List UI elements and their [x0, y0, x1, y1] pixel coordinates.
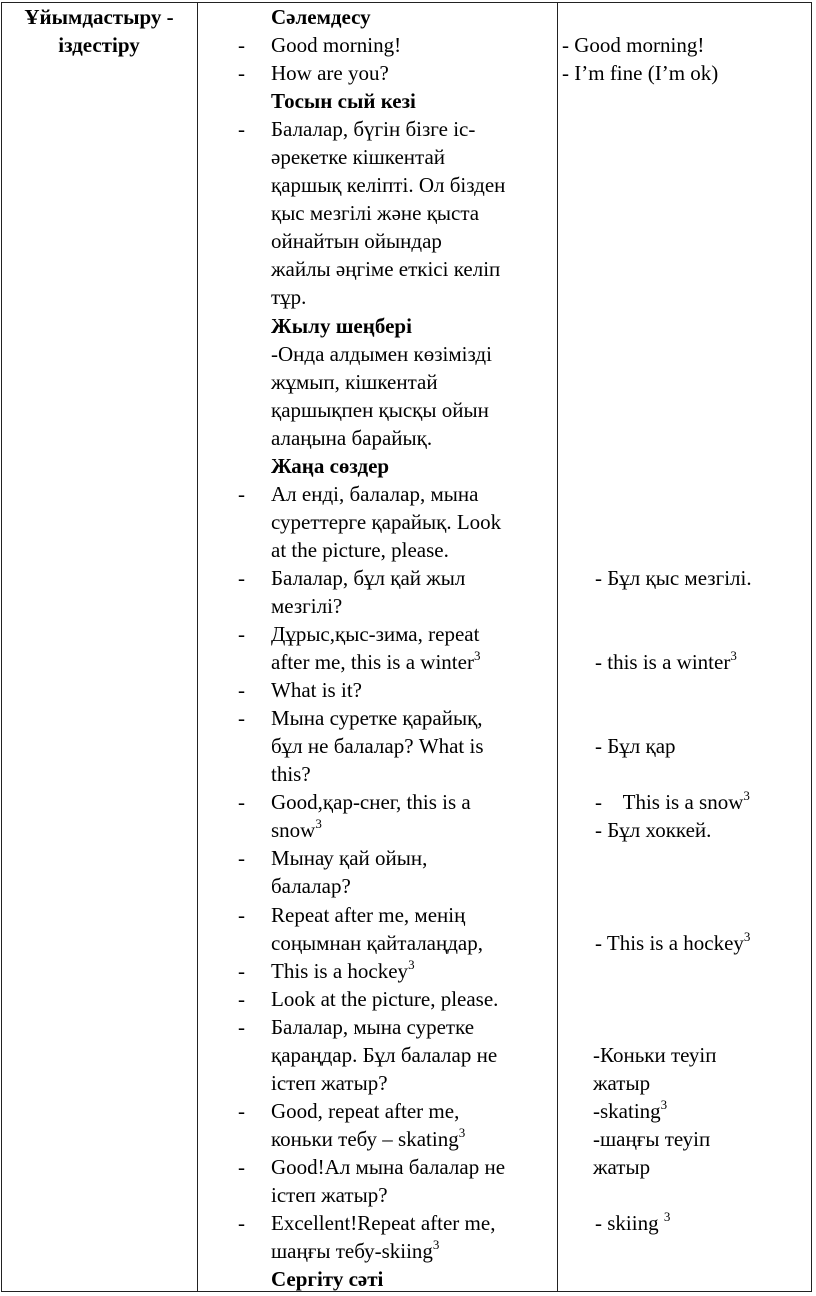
- pupil-line: [562, 732, 812, 760]
- pupil-line: [562, 1125, 812, 1153]
- column-divider: [557, 2, 558, 1292]
- teacher-text: [271, 592, 342, 620]
- teacher-line: [230, 59, 555, 87]
- line-text: соңымнан қайталаңдар,: [271, 930, 483, 955]
- line-text: Дұрыс,қыс-зима, repeat: [271, 622, 480, 647]
- column-divider: [197, 2, 198, 1292]
- pupil-line: [562, 760, 812, 788]
- pupil-line: [562, 396, 812, 424]
- teacher-line: [230, 676, 555, 704]
- superscript: 3: [663, 1209, 671, 1225]
- bullet-dash: -: [238, 1014, 245, 1039]
- section-heading: [271, 87, 416, 115]
- pupil-line: [562, 564, 812, 592]
- bullet-dash: -: [238, 1098, 245, 1123]
- teacher-line: [230, 340, 555, 368]
- pupil-line: [562, 143, 812, 171]
- line-text: жайлы әңгіме еткісі келіп: [271, 257, 501, 282]
- section-heading: [271, 1265, 383, 1293]
- teacher-text: [271, 760, 311, 788]
- line-text: Good, repeat after me,: [271, 1098, 460, 1123]
- pupil-line: [562, 648, 812, 676]
- line-text: - this is a winter: [595, 650, 731, 675]
- teacher-line: [230, 312, 555, 340]
- pupil-line: [562, 676, 812, 704]
- line-text: жатыр: [593, 1154, 651, 1179]
- teacher-activity-cell: [230, 3, 555, 1293]
- stage-title-line: іздестіру: [58, 33, 140, 58]
- teacher-line: [230, 1069, 555, 1097]
- line-text: Жылу шеңбері: [271, 313, 412, 338]
- bullet-dash: -: [238, 846, 245, 871]
- teacher-line: [230, 872, 555, 900]
- teacher-line: [230, 452, 555, 480]
- pupil-line: [562, 3, 812, 31]
- line-text: after me, this is a winter: [271, 650, 474, 675]
- teacher-text: [271, 31, 401, 59]
- line-text: жұмып, кішкентай: [271, 369, 438, 394]
- superscript: 3: [473, 648, 481, 664]
- teacher-line: [230, 564, 555, 592]
- teacher-text: [271, 648, 480, 676]
- line-text: How are you?: [271, 61, 389, 86]
- line-text: Мынау қай ойын,: [271, 846, 428, 871]
- pupil-line: [562, 368, 812, 396]
- teacher-line: [230, 255, 555, 283]
- line-text: шаңғы тебу-skiing: [271, 1239, 433, 1264]
- pupil-line: [562, 620, 812, 648]
- line-text: Балалар, мына суретке: [271, 1014, 475, 1039]
- teacher-text: [271, 115, 475, 143]
- pupil-line: [562, 59, 812, 87]
- line-text: - Бұл қар: [595, 734, 676, 759]
- teacher-line: [230, 648, 555, 676]
- superscript: 3: [315, 816, 322, 832]
- pupil-line: [562, 255, 812, 283]
- bullet-dash: -: [238, 958, 245, 983]
- teacher-text: [271, 704, 483, 732]
- line-text: Repeat after me, менің: [271, 902, 466, 927]
- teacher-line: [230, 592, 555, 620]
- line-text: әрекетке кішкентай: [271, 145, 446, 170]
- teacher-text: [271, 1209, 495, 1237]
- bullet-dash: -: [238, 61, 245, 86]
- teacher-text: [271, 480, 478, 508]
- bullet-dash: -: [238, 790, 245, 815]
- teacher-line: [230, 1181, 555, 1209]
- line-text: Look at the picture, please.: [271, 986, 499, 1011]
- pupil-line: [562, 508, 812, 536]
- line-text: -Онда алдымен көзімізді: [271, 341, 492, 366]
- teacher-text: [271, 844, 427, 872]
- line-text: - Бұл хоккей.: [595, 818, 712, 843]
- superscript: 3: [432, 1237, 440, 1253]
- line-text: Балалар, бұл қай жыл: [271, 565, 466, 590]
- line-text: қаршық келіпті. Ол бізден: [271, 173, 506, 198]
- line-text: -skating: [593, 1098, 661, 1123]
- teacher-line: [230, 985, 555, 1013]
- pupil-line: [562, 1153, 812, 1181]
- pupil-line: [562, 816, 812, 844]
- teacher-line: [230, 480, 555, 508]
- teacher-text: [271, 788, 471, 816]
- superscript: 3: [730, 648, 737, 664]
- line-text: What is it?: [271, 678, 362, 703]
- line-text: Тосын сый кезі: [271, 89, 416, 114]
- teacher-text: [271, 508, 501, 536]
- bullet-dash: -: [238, 1211, 245, 1236]
- line-text: - This is a hockey: [595, 930, 744, 955]
- teacher-line: [230, 368, 555, 396]
- superscript: 3: [660, 1096, 668, 1112]
- pupil-line: [562, 1097, 812, 1125]
- line-text: Мына суретке қарайық,: [271, 706, 483, 731]
- pupil-line: [562, 31, 812, 59]
- teacher-line: [230, 143, 555, 171]
- line-text: -шаңғы теуіп: [593, 1126, 711, 1151]
- teacher-line: [230, 171, 555, 199]
- pupil-line: [562, 340, 812, 368]
- teacher-line: [230, 929, 555, 957]
- teacher-text: [271, 396, 489, 424]
- superscript: 3: [743, 788, 750, 804]
- teacher-line: [230, 1125, 555, 1153]
- bullet-dash: -: [238, 481, 245, 506]
- pupil-line: [562, 536, 812, 564]
- teacher-text: [271, 564, 465, 592]
- bullet-dash: -: [238, 117, 245, 142]
- pupil-line: [562, 424, 812, 452]
- line-text: тұр.: [271, 285, 307, 310]
- line-text: Ал енді, балалар, мына: [271, 481, 479, 506]
- teacher-text: [271, 1041, 497, 1069]
- teacher-text: [271, 732, 484, 760]
- line-text: коньки тебу – skating: [271, 1126, 459, 1151]
- pupil-line: [562, 1209, 812, 1237]
- line-text: snow: [271, 818, 316, 843]
- teacher-text: [271, 1097, 459, 1125]
- bullet-dash: -: [238, 902, 245, 927]
- line-text: ойнайтын ойындар: [271, 229, 442, 254]
- bullet-dash: -: [238, 678, 245, 703]
- teacher-line: [230, 115, 555, 143]
- line-text: Сергіту сәті: [271, 1267, 384, 1292]
- teacher-text: [271, 340, 492, 368]
- teacher-text: [271, 929, 483, 957]
- teacher-text: [271, 872, 351, 900]
- teacher-text: [271, 676, 362, 704]
- pupil-line: [562, 199, 812, 227]
- teacher-line: [230, 508, 555, 536]
- teacher-text: [271, 816, 322, 844]
- teacher-line: [230, 1013, 555, 1041]
- line-text: -Коньки теуіп: [593, 1042, 717, 1067]
- teacher-text: [271, 1069, 388, 1097]
- line-text: This is a hockey: [271, 958, 409, 983]
- teacher-line: [230, 1041, 555, 1069]
- teacher-line: [230, 1237, 555, 1265]
- superscript: 3: [458, 1124, 466, 1140]
- line-text: мезгілі?: [271, 593, 343, 618]
- pupil-line: [562, 452, 812, 480]
- teacher-line: [230, 704, 555, 732]
- teacher-text: [271, 171, 505, 199]
- pupil-line: [562, 592, 812, 620]
- line-text: Сәлемдесу: [271, 5, 371, 29]
- line-text: бұл не балалар? What is: [271, 734, 484, 759]
- pupil-line: [562, 901, 812, 929]
- pupil-line: [562, 480, 812, 508]
- line-text: балалар?: [271, 874, 351, 899]
- teacher-text: [271, 143, 445, 171]
- teacher-line: [230, 844, 555, 872]
- teacher-line: [230, 283, 555, 311]
- line-text: істеп жатыр?: [271, 1070, 388, 1095]
- teacher-line: [230, 760, 555, 788]
- stage-cell: [2, 3, 196, 59]
- line-text: this?: [271, 762, 311, 787]
- pupil-line: [562, 1181, 812, 1209]
- line-text: істеп жатыр?: [271, 1182, 388, 1207]
- line-text: - This is a snow: [595, 790, 744, 815]
- pupil-line: [562, 227, 812, 255]
- stage-title-line: Ұйымдастыру -: [24, 5, 174, 29]
- teacher-text: [271, 199, 479, 227]
- superscript: 3: [743, 928, 751, 944]
- line-text: суреттерге қарайық. Look: [271, 509, 502, 534]
- teacher-text: [271, 1125, 465, 1153]
- pupil-line: [562, 283, 812, 311]
- pupil-line: [562, 844, 812, 872]
- bullet-dash: -: [238, 986, 245, 1011]
- teacher-text: [271, 1181, 388, 1209]
- teacher-line: [230, 396, 555, 424]
- teacher-text: [271, 901, 465, 929]
- bullet-dash: -: [238, 565, 245, 590]
- line-text: жатыр: [593, 1070, 651, 1095]
- teacher-line: [230, 732, 555, 760]
- pupil-line: [562, 312, 812, 340]
- teacher-line: [230, 816, 555, 844]
- line-text: Excellent!Repeat after me,: [271, 1211, 496, 1236]
- bullet-dash: -: [238, 706, 245, 731]
- line-text: - Бұл қыс мезгілі.: [595, 565, 752, 590]
- teacher-text: [271, 985, 498, 1013]
- teacher-line: [230, 957, 555, 985]
- teacher-line: [230, 1209, 555, 1237]
- line-text: - I’m fine (I’m ok): [562, 61, 719, 86]
- section-heading: [271, 3, 371, 31]
- teacher-line: [230, 788, 555, 816]
- teacher-text: [271, 368, 438, 396]
- section-heading: [271, 452, 389, 480]
- pupil-line: [562, 985, 812, 1013]
- teacher-line: [230, 424, 555, 452]
- line-text: Жаңа сөздер: [271, 453, 390, 478]
- bullet-dash: -: [238, 33, 245, 58]
- teacher-line: [230, 1265, 555, 1293]
- teacher-text: [271, 1013, 474, 1041]
- bullet-dash: -: [238, 1154, 245, 1179]
- teacher-line: [230, 1097, 555, 1125]
- pupil-line: [562, 929, 812, 957]
- teacher-line: [230, 1153, 555, 1181]
- teacher-text: [271, 1153, 505, 1181]
- line-text: - skiing: [595, 1211, 664, 1236]
- pupil-line: [562, 115, 812, 143]
- pupil-line: [562, 957, 812, 985]
- teacher-line: [230, 3, 555, 31]
- line-text: Good!Ал мына балалар не: [271, 1154, 506, 1179]
- line-text: at the picture, please.: [271, 537, 449, 562]
- teacher-text: [271, 255, 500, 283]
- pupil-line: [562, 1069, 812, 1097]
- teacher-text: [271, 424, 432, 452]
- line-text: Good,қар-снег, this is a: [271, 790, 471, 815]
- teacher-text: [271, 536, 449, 564]
- line-text: Балалар, бүгін бізге іс-: [271, 117, 476, 142]
- line-text: қаршықпен қысқы ойын: [271, 397, 489, 422]
- pupil-activity-cell: [562, 3, 812, 1237]
- teacher-text: [271, 227, 442, 255]
- pupil-line: [562, 1013, 812, 1041]
- teacher-line: [230, 901, 555, 929]
- superscript: 3: [408, 956, 415, 972]
- teacher-text: [271, 957, 415, 985]
- line-text: Good morning!: [271, 33, 402, 58]
- section-heading: [271, 312, 412, 340]
- line-text: алаңына барайық.: [271, 425, 433, 450]
- bullet-dash: -: [238, 622, 245, 647]
- teacher-text: [271, 620, 479, 648]
- teacher-line: [230, 87, 555, 115]
- line-text: қыс мезгілі және қыста: [271, 201, 480, 226]
- teacher-text: [271, 59, 389, 87]
- teacher-line: [230, 199, 555, 227]
- teacher-line: [230, 227, 555, 255]
- teacher-text: [271, 1237, 439, 1265]
- teacher-line: [230, 536, 555, 564]
- pupil-line: [562, 87, 812, 115]
- pupil-line: [562, 788, 812, 816]
- pupil-line: [562, 704, 812, 732]
- teacher-line: [230, 31, 555, 59]
- pupil-line: [562, 171, 812, 199]
- pupil-line: [562, 872, 812, 900]
- teacher-line: [230, 620, 555, 648]
- pupil-line: [562, 1041, 812, 1069]
- teacher-text: [271, 283, 306, 311]
- line-text: - Good morning!: [562, 33, 705, 58]
- line-text: қараңдар. Бұл балалар не: [271, 1042, 498, 1067]
